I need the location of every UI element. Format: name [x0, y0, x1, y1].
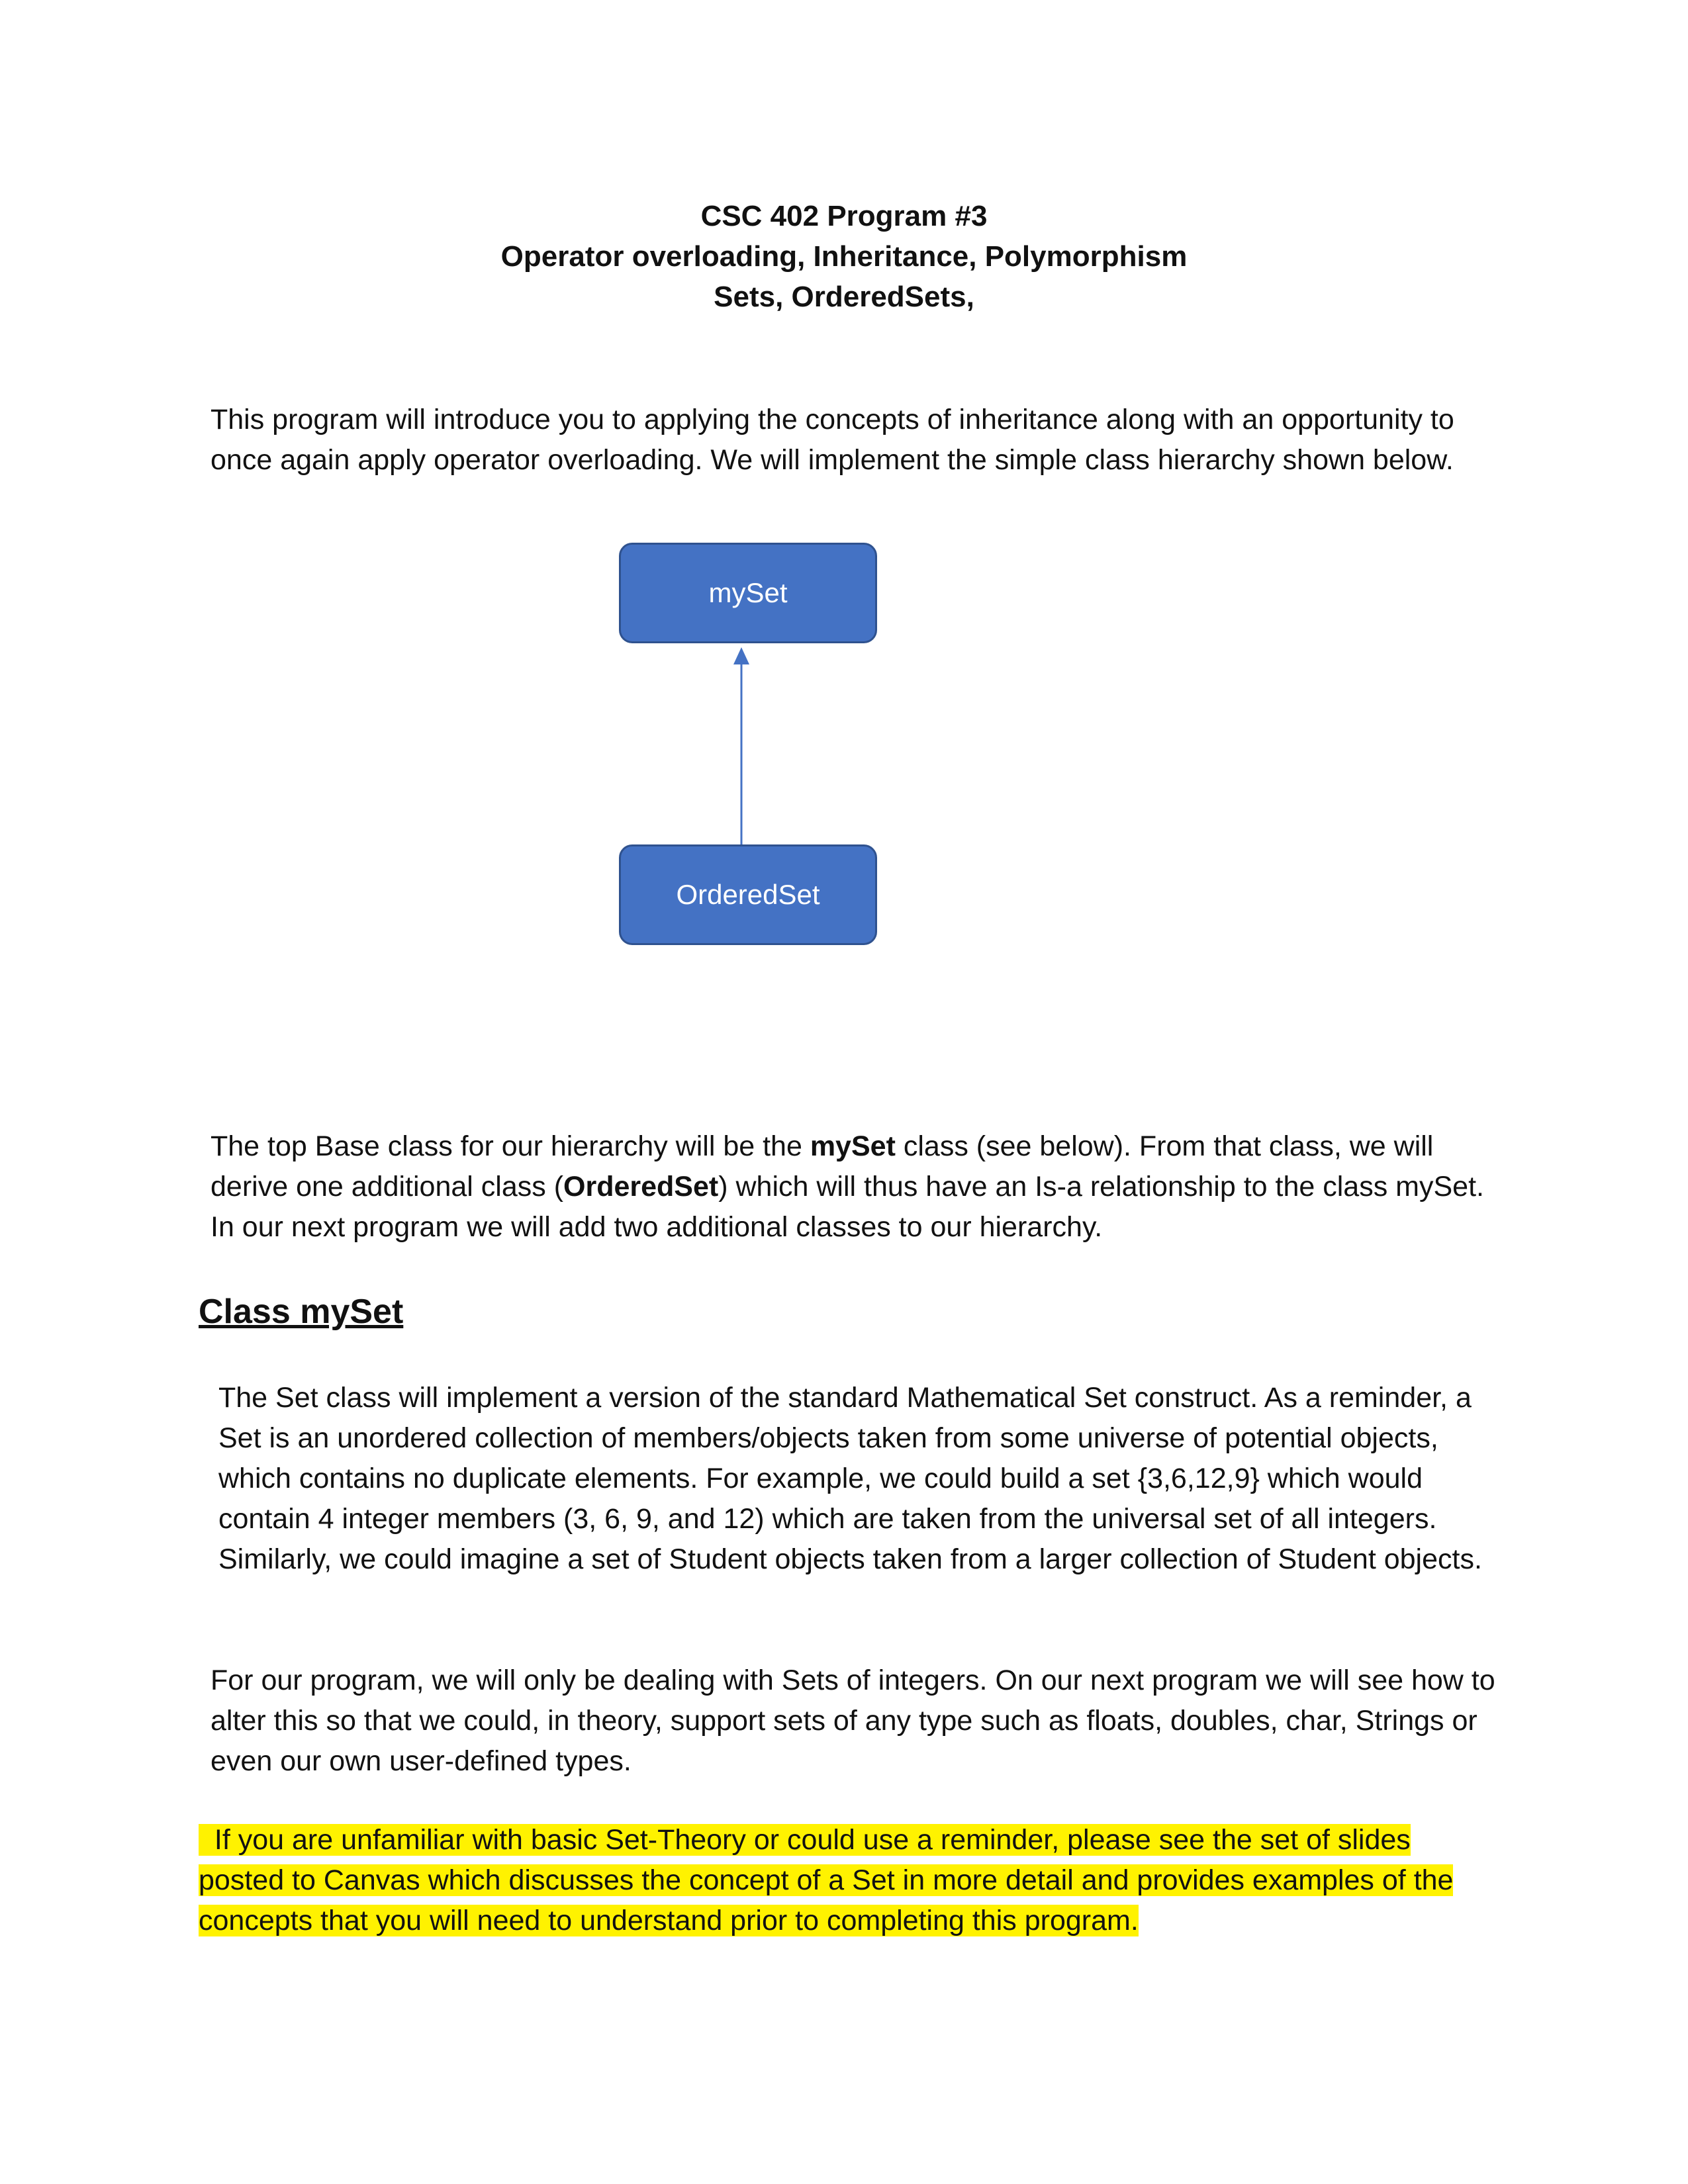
- intro-paragraph: This program will introduce you to applying the concepts of inheritance along with an opportunity to once again apply operator overloading. We will implement the simple class hierarchy shown below.: [211, 404, 1454, 476]
- myset-class-box: [619, 543, 877, 643]
- hierarchy-paragraph: [199, 1126, 1501, 1248]
- hierarchy-text-2: class (see below). From that class, we will derive one additional class (: [211, 1130, 1434, 1203]
- section-heading: Class mySet: [199, 1293, 404, 1331]
- hierarchy-text-1: The top Base class for our hierarchy will be the: [211, 1130, 810, 1162]
- myset-bold: mySet: [810, 1130, 896, 1162]
- title-course: CSC 402 Program #3: [700, 200, 988, 232]
- title-subtopics: Sets, OrderedSets,: [714, 281, 974, 313]
- myset-class-label: mySet: [708, 577, 788, 608]
- orderedset-class-box: [619, 844, 877, 945]
- orderedset-bold: OrderedSet: [563, 1171, 719, 1203]
- set-description-paragraph: The Set class will implement a version of the standard Mathematical Set construct. As a reminder, a Set is an unordered collection of members/objects taken from some universe of potential objects, which contains no duplicate elements. For example, we could build a set {3,6,12,9} which would contain 4 integer members (3, 6, 9, and 12) which are taken from the universal set of all integers. Similarly, we could imagine a set of Student objects taken from a larger collection of Student objects.: [218, 1382, 1482, 1575]
- title-topics: Operator overloading, Inheritance, Polymorphism: [500, 240, 1188, 273]
- highlighted-text-content: If you are unfamiliar with basic Set-Theory or could use a reminder, please see the set of slides posted to Canvas which discusses the concept of a Set in more detail and provides examples of the concepts that you will need to understand prior to completing this program.: [199, 1824, 1454, 1936]
- hierarchy-text-3: ) which will thus have an Is-a relationship to the class mySet. In our next program we will add two additional classes to our hierarchy.: [211, 1171, 1484, 1243]
- orderedset-class-label: OrderedSet: [676, 879, 820, 910]
- integers-paragraph: For our program, we will only be dealing with Sets of integers. On our next program we will see how to alter this so that we could, in theory, support sets of any type such as floats, doubles, char, Strings or even our own user-defined types.: [211, 1664, 1495, 1777]
- highlighted-text: [199, 1824, 1453, 1936]
- highlighted-note: [199, 1820, 1489, 1941]
